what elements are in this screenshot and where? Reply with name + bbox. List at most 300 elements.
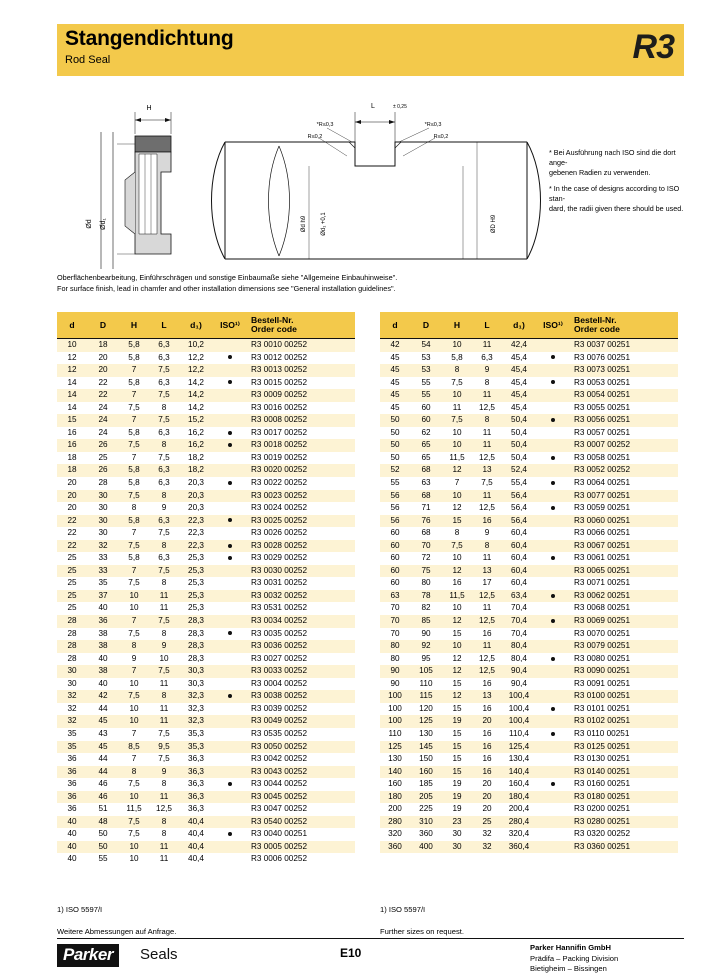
radius-label-4: R≤0,2 — [433, 134, 449, 140]
cell-H: 10 — [442, 389, 472, 402]
cell-iso — [213, 628, 247, 641]
cell-d1: 60,4 — [502, 527, 536, 540]
cell-H: 5,8 — [119, 427, 149, 440]
cell-d1: 45,4 — [502, 352, 536, 365]
cell-D: 68 — [410, 464, 442, 477]
table-left — [57, 312, 355, 866]
table-row — [380, 527, 678, 540]
cell-L: 6,3 — [472, 352, 502, 365]
cell-H: 10 — [442, 439, 472, 452]
dim-d1-tol-label: Ød₁ +0,1 — [321, 212, 327, 236]
cell-L: 11 — [149, 715, 179, 728]
cell-D: 45 — [87, 715, 119, 728]
cell-D: 33 — [87, 552, 119, 565]
cell-D: 82 — [410, 602, 442, 615]
cell-H: 19 — [442, 803, 472, 816]
cell-order-code: R3 0029 00252 — [247, 552, 355, 565]
cell-d1: 90,4 — [502, 678, 536, 691]
cell-d: 60 — [380, 540, 410, 553]
cell-d1: 18,2 — [179, 464, 213, 477]
cell-D: 33 — [87, 565, 119, 578]
cell-d1: 36,3 — [179, 753, 213, 766]
cell-order-code: R3 0036 00252 — [247, 640, 355, 653]
cell-d1: 32,3 — [179, 690, 213, 703]
cell-d1: 80,4 — [502, 640, 536, 653]
cell-d: 100 — [380, 690, 410, 703]
cell-D: 205 — [410, 791, 442, 804]
cell-D: 30 — [87, 527, 119, 540]
cell-order-code: R3 0044 00252 — [247, 778, 355, 791]
cell-iso — [213, 339, 247, 352]
cell-iso — [213, 853, 247, 866]
cell-d1: 180,4 — [502, 791, 536, 804]
cell-H: 11,5 — [119, 803, 149, 816]
cell-D: 65 — [410, 452, 442, 465]
cell-iso — [213, 703, 247, 716]
cell-H: 10 — [442, 490, 472, 503]
cell-iso — [536, 515, 570, 528]
cell-L: 32 — [472, 841, 502, 854]
cell-L: 20 — [472, 791, 502, 804]
cell-H: 7 — [442, 477, 472, 490]
cell-order-code: R3 0066 00251 — [570, 527, 678, 540]
table-row — [380, 690, 678, 703]
cell-d: 56 — [380, 515, 410, 528]
cell-H: 15 — [442, 753, 472, 766]
order-code-de: Bestell-Nr. — [251, 314, 294, 325]
cell-L: 7,5 — [149, 665, 179, 678]
cell-iso — [536, 414, 570, 427]
table-row — [380, 665, 678, 678]
cell-L: 16 — [472, 703, 502, 716]
cell-d: 12 — [57, 364, 87, 377]
cell-order-code: R3 0070 00251 — [570, 628, 678, 641]
cell-order-code: R3 0068 00251 — [570, 602, 678, 615]
cell-iso — [536, 377, 570, 390]
cell-order-code: R3 0052 00252 — [570, 464, 678, 477]
cell-L: 7,5 — [149, 753, 179, 766]
cell-d: 22 — [57, 540, 87, 553]
cell-d1: 200,4 — [502, 803, 536, 816]
cell-iso — [213, 515, 247, 528]
cell-D: 68 — [410, 527, 442, 540]
cell-order-code: R3 0535 00252 — [247, 728, 355, 741]
cell-d1: 32,3 — [179, 715, 213, 728]
cell-iso — [536, 402, 570, 415]
cell-D: 72 — [410, 552, 442, 565]
cell-d: 28 — [57, 653, 87, 666]
cell-D: 18 — [87, 339, 119, 352]
cell-D: 51 — [87, 803, 119, 816]
cell-H: 11,5 — [442, 452, 472, 465]
cell-L: 7,5 — [149, 728, 179, 741]
cell-order-code: R3 0020 00252 — [247, 464, 355, 477]
order-code-en: Order code — [251, 324, 297, 334]
cell-H: 7,5 — [442, 377, 472, 390]
cell-d1: 60,4 — [502, 552, 536, 565]
iso-dot-icon — [228, 556, 232, 560]
dim-H-label: H — [146, 105, 152, 112]
cell-D: 92 — [410, 640, 442, 653]
cell-d: 14 — [57, 402, 87, 415]
footnote-left: 1) ISO 5597/I — [57, 905, 103, 914]
table-row — [380, 841, 678, 854]
cell-H: 15 — [442, 515, 472, 528]
cell-d1: 100,4 — [502, 703, 536, 716]
iso-dot-icon — [551, 782, 555, 786]
cell-d1: 25,3 — [179, 590, 213, 603]
iso-dot-icon — [551, 619, 555, 623]
cell-d: 36 — [57, 803, 87, 816]
cell-L: 16 — [472, 728, 502, 741]
cell-d1: 125,4 — [502, 741, 536, 754]
cell-iso — [213, 364, 247, 377]
cell-L: 8 — [472, 414, 502, 427]
cell-iso — [213, 841, 247, 854]
cell-L: 8 — [149, 828, 179, 841]
cell-L: 16 — [472, 741, 502, 754]
order-code-de: Bestell-Nr. — [574, 314, 617, 325]
cell-iso — [213, 653, 247, 666]
cell-d: 36 — [57, 778, 87, 791]
cell-d: 70 — [380, 628, 410, 641]
technical-drawing — [57, 84, 684, 289]
table-row — [380, 803, 678, 816]
cell-iso — [213, 389, 247, 402]
table-row — [380, 728, 678, 741]
cell-D: 76 — [410, 515, 442, 528]
cell-order-code: R3 0032 00252 — [247, 590, 355, 603]
table-row — [380, 515, 678, 528]
header-L: L — [149, 312, 179, 339]
cell-L: 9 — [149, 766, 179, 779]
cell-d1: 60,4 — [502, 540, 536, 553]
cell-d1: 16,2 — [179, 439, 213, 452]
table-row — [380, 828, 678, 841]
cell-H: 7,5 — [119, 816, 149, 829]
cell-iso — [536, 464, 570, 477]
cell-iso — [536, 602, 570, 615]
cell-d1: 18,2 — [179, 452, 213, 465]
cell-iso — [536, 565, 570, 578]
cell-D: 80 — [410, 577, 442, 590]
table-row — [380, 766, 678, 779]
cell-d: 18 — [57, 452, 87, 465]
cell-d1: 25,3 — [179, 577, 213, 590]
cell-H: 10 — [442, 602, 472, 615]
table-row — [57, 577, 355, 590]
cell-L: 8 — [149, 577, 179, 590]
order-code-en: Order code — [574, 324, 620, 334]
cell-L: 9 — [149, 640, 179, 653]
cell-d1: 110,4 — [502, 728, 536, 741]
cell-iso — [536, 766, 570, 779]
table-row — [380, 602, 678, 615]
cell-D: 32 — [87, 540, 119, 553]
cell-d1: 14,2 — [179, 389, 213, 402]
cell-d: 110 — [380, 728, 410, 741]
cell-D: 40 — [87, 602, 119, 615]
cell-D: 38 — [87, 665, 119, 678]
cell-order-code: R3 0102 00251 — [570, 715, 678, 728]
table-header-row — [57, 312, 355, 339]
cell-D: 130 — [410, 728, 442, 741]
cell-order-code: R3 0140 00251 — [570, 766, 678, 779]
cell-D: 30 — [87, 502, 119, 515]
cell-D: 30 — [87, 515, 119, 528]
table-header-row — [380, 312, 678, 339]
table-row — [380, 791, 678, 804]
cell-D: 71 — [410, 502, 442, 515]
cell-H: 7,5 — [442, 540, 472, 553]
cell-iso — [536, 527, 570, 540]
table-row — [380, 741, 678, 754]
cell-D: 43 — [87, 728, 119, 741]
cell-d1: 15,2 — [179, 414, 213, 427]
iso-dot-icon — [228, 518, 232, 522]
cell-d: 18 — [57, 464, 87, 477]
cell-H: 10 — [119, 703, 149, 716]
cell-L: 6,3 — [149, 464, 179, 477]
cell-H: 7 — [119, 364, 149, 377]
cell-L: 12,5 — [472, 590, 502, 603]
cell-D: 30 — [87, 490, 119, 503]
cell-order-code: R3 0060 00251 — [570, 515, 678, 528]
cell-d: 45 — [380, 364, 410, 377]
cell-D: 85 — [410, 615, 442, 628]
cell-d: 90 — [380, 678, 410, 691]
cell-iso — [536, 427, 570, 440]
cell-iso — [213, 678, 247, 691]
table-row — [57, 439, 355, 452]
cell-order-code: R3 0004 00252 — [247, 678, 355, 691]
dim-d1-label: Ød₁ — [100, 218, 107, 230]
iso-dot-icon — [228, 431, 232, 435]
table-row — [57, 477, 355, 490]
cell-order-code: R3 0012 00252 — [247, 352, 355, 365]
iso-dot-icon — [551, 594, 555, 598]
cell-H: 9 — [119, 653, 149, 666]
cell-order-code: R3 0005 00252 — [247, 841, 355, 854]
iso-dot-icon — [228, 782, 232, 786]
table-row — [57, 715, 355, 728]
iso-dot-icon — [551, 556, 555, 560]
cell-iso — [536, 452, 570, 465]
cell-d: 100 — [380, 703, 410, 716]
cell-d1: 28,3 — [179, 628, 213, 641]
cell-d1: 45,4 — [502, 389, 536, 402]
cell-d1: 320,4 — [502, 828, 536, 841]
cell-L: 11 — [472, 339, 502, 352]
table-row — [380, 628, 678, 641]
cell-D: 78 — [410, 590, 442, 603]
table-row — [57, 552, 355, 565]
page-title: Stangendichtung — [65, 27, 234, 50]
cell-order-code: R3 0010 00252 — [247, 339, 355, 352]
cell-d1: 22,3 — [179, 515, 213, 528]
cell-order-code: R3 0039 00252 — [247, 703, 355, 716]
table-row — [57, 515, 355, 528]
cell-D: 35 — [87, 577, 119, 590]
cell-iso — [536, 715, 570, 728]
cell-D: 24 — [87, 427, 119, 440]
cell-H: 12 — [442, 653, 472, 666]
cell-iso — [536, 741, 570, 754]
cell-H: 7 — [119, 389, 149, 402]
cell-H: 7,5 — [442, 414, 472, 427]
cell-order-code: R3 0025 00252 — [247, 515, 355, 528]
cell-D: 44 — [87, 766, 119, 779]
cell-H: 10 — [442, 552, 472, 565]
cell-d: 50 — [380, 427, 410, 440]
cell-d: 56 — [380, 490, 410, 503]
cell-H: 5,8 — [119, 552, 149, 565]
cell-d: 280 — [380, 816, 410, 829]
cell-iso — [536, 841, 570, 854]
header-d1: d₁) — [179, 312, 213, 339]
cell-d: 14 — [57, 377, 87, 390]
table-row — [57, 540, 355, 553]
cell-D: 46 — [87, 778, 119, 791]
cell-L: 20 — [472, 803, 502, 816]
cell-d1: 40,4 — [179, 828, 213, 841]
header-H: H — [442, 312, 472, 339]
cell-order-code: R3 0017 00252 — [247, 427, 355, 440]
cell-H: 12 — [442, 502, 472, 515]
cell-D: 90 — [410, 628, 442, 641]
cell-H: 8 — [442, 527, 472, 540]
cell-d: 45 — [380, 402, 410, 415]
cell-iso — [213, 791, 247, 804]
cell-L: 11 — [149, 678, 179, 691]
cell-order-code: R3 0053 00251 — [570, 377, 678, 390]
cell-L: 12,5 — [149, 803, 179, 816]
cell-H: 12 — [442, 615, 472, 628]
cell-iso — [213, 577, 247, 590]
cell-D: 38 — [87, 628, 119, 641]
cell-d: 160 — [380, 778, 410, 791]
cell-D: 40 — [87, 678, 119, 691]
cell-H: 19 — [442, 791, 472, 804]
cell-D: 26 — [87, 464, 119, 477]
cell-d: 90 — [380, 665, 410, 678]
cell-H: 15 — [442, 628, 472, 641]
cell-D: 55 — [410, 377, 442, 390]
cell-d: 130 — [380, 753, 410, 766]
cell-iso — [213, 665, 247, 678]
cell-d1: 56,4 — [502, 502, 536, 515]
further-sizes-en: Further sizes on request. — [380, 927, 464, 936]
cell-order-code: R3 0015 00252 — [247, 377, 355, 390]
cell-order-code: R3 0013 00252 — [247, 364, 355, 377]
cell-L: 16 — [472, 753, 502, 766]
table-row — [380, 653, 678, 666]
cell-order-code: R3 0038 00252 — [247, 690, 355, 703]
cell-H: 30 — [442, 828, 472, 841]
cell-D: 70 — [410, 540, 442, 553]
cell-iso — [536, 477, 570, 490]
cell-L: 11 — [472, 552, 502, 565]
cell-L: 6,3 — [149, 352, 179, 365]
installation-caption — [57, 273, 517, 294]
cell-d1: 45,4 — [502, 377, 536, 390]
cell-d1: 100,4 — [502, 715, 536, 728]
table-row — [57, 703, 355, 716]
cell-L: 11 — [472, 602, 502, 615]
cell-L: 6,3 — [149, 477, 179, 490]
cell-iso — [213, 615, 247, 628]
page-header — [57, 24, 684, 76]
header-iso: ISO¹⁾ — [536, 312, 570, 339]
cell-order-code: R3 0030 00252 — [247, 565, 355, 578]
table-row — [57, 653, 355, 666]
cell-d: 36 — [57, 753, 87, 766]
cell-d1: 140,4 — [502, 766, 536, 779]
page-number: E10 — [340, 946, 362, 960]
dim-D-H9-label: ØD H9 — [491, 214, 497, 234]
table-row — [57, 414, 355, 427]
cell-H: 7,5 — [119, 828, 149, 841]
cell-d1: 36,3 — [179, 791, 213, 804]
cell-order-code: R3 0100 00251 — [570, 690, 678, 703]
cell-H: 10 — [442, 640, 472, 653]
cell-L: 11 — [149, 841, 179, 854]
cell-order-code: R3 0040 00251 — [247, 828, 355, 841]
cell-iso — [213, 828, 247, 841]
cell-D: 62 — [410, 427, 442, 440]
cell-iso — [536, 339, 570, 352]
iso-dot-icon — [228, 443, 232, 447]
cell-iso — [213, 527, 247, 540]
cell-order-code: R3 0037 00251 — [570, 339, 678, 352]
cell-d1: 20,3 — [179, 490, 213, 503]
cell-order-code: R3 0024 00252 — [247, 502, 355, 515]
cell-D: 25 — [87, 452, 119, 465]
cell-iso — [536, 502, 570, 515]
header-iso: ISO¹⁾ — [213, 312, 247, 339]
cell-D: 185 — [410, 778, 442, 791]
dim-D-h9-label: Ød h9 — [301, 215, 307, 233]
iso-dot-icon — [228, 832, 232, 836]
cell-order-code: R3 0027 00252 — [247, 653, 355, 666]
dim-d-label: Ød — [86, 219, 93, 229]
cell-D: 125 — [410, 715, 442, 728]
iso-dot-icon — [551, 732, 555, 736]
iso-dot-icon — [551, 355, 555, 359]
cell-d: 25 — [57, 577, 87, 590]
cell-order-code: R3 0180 00251 — [570, 791, 678, 804]
footer-divider — [57, 938, 684, 939]
cell-L: 8 — [149, 540, 179, 553]
cell-d1: 56,4 — [502, 490, 536, 503]
cell-d: 15 — [57, 414, 87, 427]
cell-d1: 50,4 — [502, 439, 536, 452]
iso-dot-icon — [228, 380, 232, 384]
cell-D: 36 — [87, 615, 119, 628]
cell-L: 7,5 — [472, 477, 502, 490]
cell-H: 10 — [119, 715, 149, 728]
table-row — [380, 377, 678, 390]
radius-label-1: *R≤0,3 — [316, 122, 334, 128]
cell-d1: 45,4 — [502, 364, 536, 377]
table-row — [57, 728, 355, 741]
cell-L: 13 — [472, 464, 502, 477]
cell-d1: 32,3 — [179, 703, 213, 716]
cell-order-code: R3 0280 00251 — [570, 816, 678, 829]
cell-d: 30 — [57, 678, 87, 691]
cell-D: 45 — [87, 741, 119, 754]
cell-L: 7,5 — [149, 452, 179, 465]
